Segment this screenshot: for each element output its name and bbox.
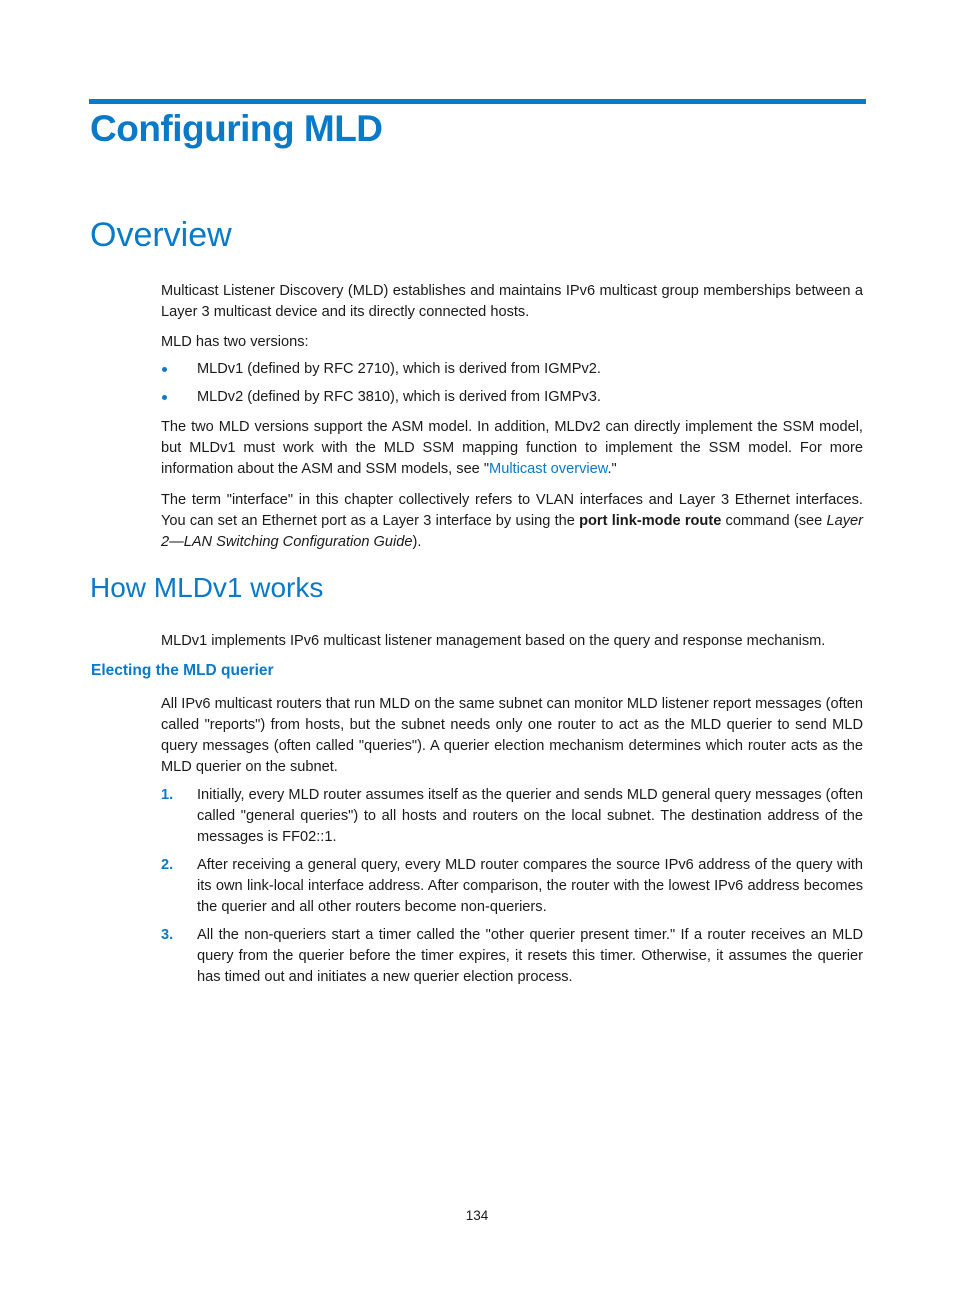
bullet-icon [162,395,167,400]
command-name: port link-mode route [579,513,722,529]
version-list-item [161,359,863,380]
overview-paragraph-1: Multicast Listener Discovery (MLD) establishes and maintains IPv6 multicast group memberships between a Layer 3 multicast device and its directly connected hosts. [161,283,863,320]
version-list-item [161,387,863,408]
paragraph-text: The term "interface" in this chapter collectively refers to VLAN interfaces and Layer 3 Ethernet interfaces. You can set an Ethernet port as a Layer 3 interface by using the [161,492,863,529]
paragraph-text: ). [412,534,422,550]
paragraph-text: ." [607,461,617,477]
paragraph-text: The two MLD versions support the ASM model. In addition, MLDv2 can directly implement the SSM model, but MLDv1 must work with the MLD SSM mapping function to implement the SSM model. For more information about the ASM and SSM models, see " [161,419,863,477]
step-number: 3. [161,927,174,943]
version-text: MLDv2 (defined by RFC 3810), which is derived from IGMPv3. [197,389,601,405]
paragraph-text: command (see [721,513,827,529]
bullet-icon [162,367,167,372]
overview-paragraph-3 [161,417,863,480]
step-list-item [161,855,863,918]
how-mldv1-paragraph: MLDv1 implements IPv6 multicast listener management based on the query and response mechanism. [161,633,826,649]
chapter-title: Configuring MLD [90,108,383,149]
version-text: MLDv1 (defined by RFC 2710), which is derived from IGMPv2. [197,361,601,377]
step-list-item [161,925,863,988]
overview-paragraph-4 [161,490,863,553]
step-text: Initially, every MLD router assumes itself as the querier and sends MLD general query messages (often called "general queries") to all hosts and routers on the local subnet. The destination address of the messages is FF02::1. [197,787,863,845]
how-mldv1-works-heading: How MLDv1 works [90,572,324,603]
page-number: 134 [465,1208,489,1223]
chapter-rule [89,99,866,104]
electing-querier-heading: Electing the MLD querier [91,662,274,679]
step-list-item [161,785,863,848]
step-text: All the non-queriers start a timer called the "other querier present timer." If a router receives an MLD query from the querier before the timer expires, it resets this timer. Otherwise, it assumes the querier has timed out and initiates a new querier election process. [197,927,863,985]
electing-paragraph: All IPv6 multicast routers that run MLD on the same subnet can monitor MLD listener report messages (often called "reports") from hosts, but the subnet needs only one router to act as the MLD querier to send MLD query messages (often called "queries"). A querier election mechanism determines which router acts as the MLD querier on the subnet. [161,696,863,775]
step-number: 1. [161,787,174,803]
multicast-overview-link[interactable]: Multicast overview [489,461,608,477]
step-text: After receiving a general query, every MLD router compares the source IPv6 address of the query with its own link-local interface address. After comparison, the router with the lowest IPv6 address becomes the querier and all other routers become non-queriers. [197,857,863,915]
overview-paragraph-2: MLD has two versions: [161,334,309,350]
overview-heading: Overview [90,216,232,254]
step-number: 2. [161,857,174,873]
guide-title: Layer 2—LAN Switching Configuration Guide [161,513,863,550]
